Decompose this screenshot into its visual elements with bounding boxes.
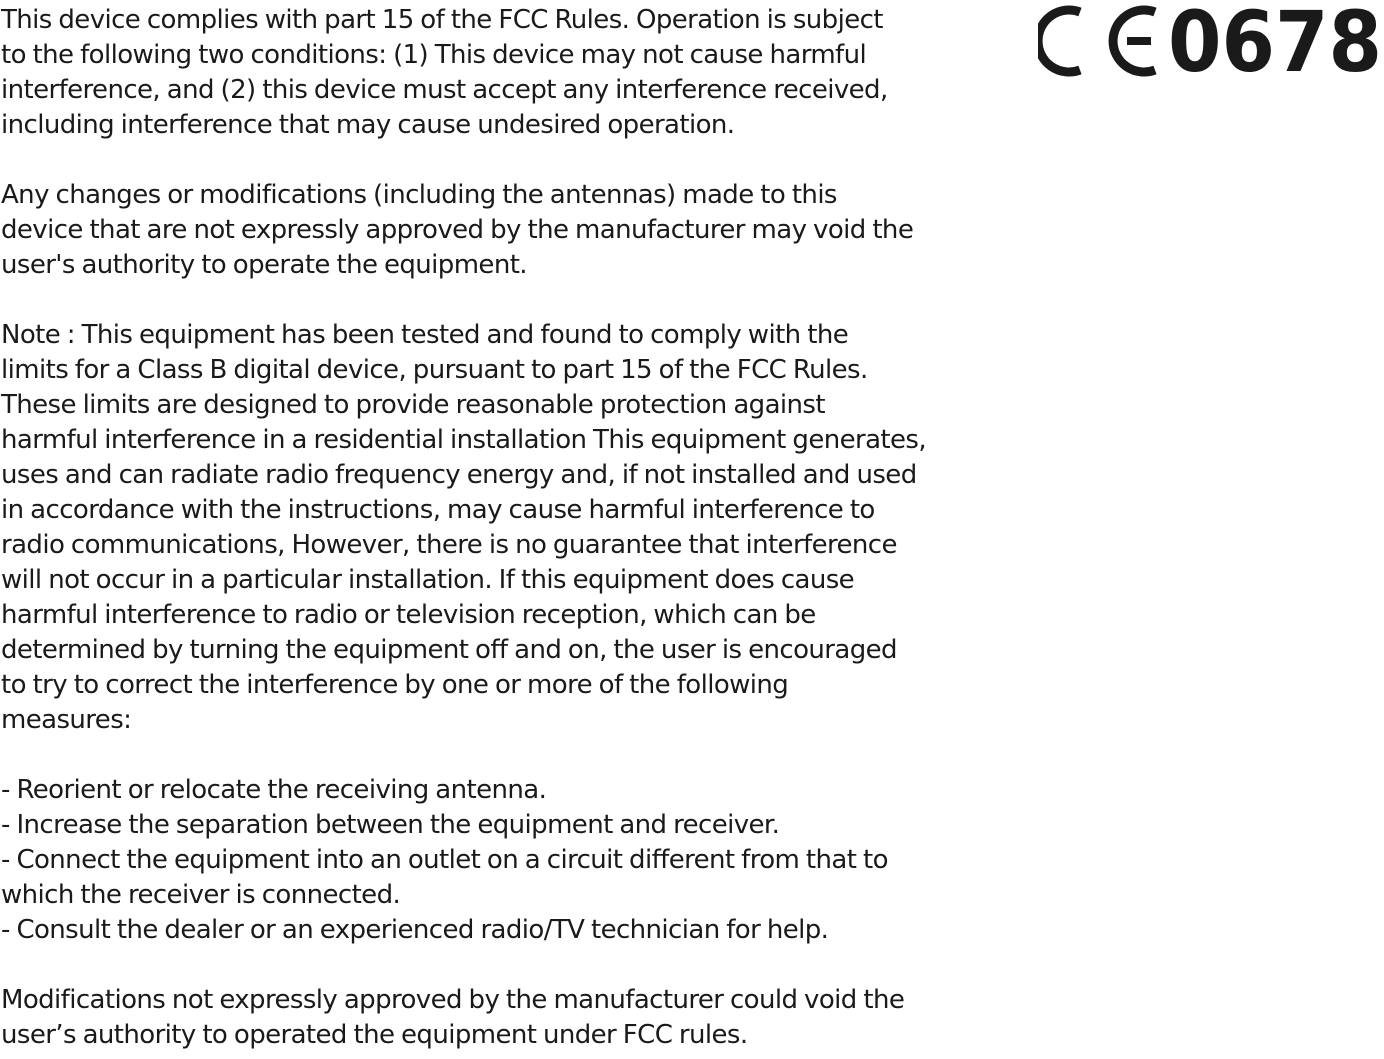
- note-line: radio communications, However, there is no guarantee that interference: [1, 530, 897, 560]
- changes-line: Any changes or modifications (including the antennas) made to this: [1, 180, 837, 210]
- measure-item: - Connect the equipment into an outlet on a circuit different from that to: [1, 845, 888, 875]
- measures-list: [1, 773, 1001, 948]
- compliance-line: including interference that may cause undesired operation.: [1, 110, 735, 140]
- compliance-line: to the following two conditions: (1) This device may not cause harmful: [1, 40, 867, 70]
- note-line: These limits are designed to provide reasonable protection against: [1, 390, 825, 420]
- note-line: limits for a Class B digital device, pursuant to part 15 of the FCC Rules.: [1, 355, 868, 385]
- note-line: uses and can radiate radio frequency energy and, if not installed and used: [1, 460, 917, 490]
- fcc-statement: [1, 3, 1001, 1053]
- changes-line: user's authority to operate the equipment.: [1, 250, 527, 280]
- changes-paragraph: [1, 178, 1001, 283]
- measure-item: - Consult the dealer or an experienced radio/TV technician for help.: [1, 915, 829, 945]
- ce-letter-c-icon: [1038, 10, 1080, 72]
- note-line: measures:: [1, 705, 132, 735]
- note-line: determined by turning the equipment off and on, the user is encouraged: [1, 635, 897, 665]
- note-line: Note : This equipment has been tested and found to comply with the: [1, 320, 849, 350]
- modifications-line: user’s authority to operated the equipment under FCC rules.: [1, 1020, 748, 1050]
- notified-body-number: 0678: [1168, 0, 1382, 80]
- compliance-line: interference, and (2) this device must accept any interference received,: [1, 75, 888, 105]
- measure-item: - Reorient or relocate the receiving antenna.: [1, 775, 547, 805]
- note-line: will not occur in a particular installation. If this equipment does cause: [1, 565, 855, 595]
- compliance-line: This device complies with part 15 of the FCC Rules. Operation is subject: [1, 5, 883, 35]
- note-line: to try to correct the interference by one or more of the following: [1, 670, 789, 700]
- paragraph-spacer: [1, 948, 1001, 983]
- note-line: harmful interference to radio or television reception, which can be: [1, 600, 816, 630]
- modifications-paragraph: [1, 983, 1001, 1053]
- modifications-line: Modifications not expressly approved by the manufacturer could void the: [1, 985, 905, 1015]
- paragraph-spacer: [1, 143, 1001, 178]
- measure-item: which the receiver is connected.: [1, 880, 401, 910]
- ce-logo-icon: [1038, 0, 1384, 80]
- note-line: harmful interference in a residential installation This equipment generates,: [1, 425, 927, 455]
- changes-line: device that are not expressly approved by the manufacturer may void the: [1, 215, 914, 245]
- note-line: in accordance with the instructions, may cause harmful interference to: [1, 495, 875, 525]
- paragraph-spacer: [1, 738, 1001, 773]
- measure-item: - Increase the separation between the equipment and receiver.: [1, 810, 780, 840]
- compliance-paragraph: [1, 3, 1001, 143]
- note-paragraph: [1, 318, 1001, 738]
- paragraph-spacer: [1, 283, 1001, 318]
- ce-certification-mark: [1038, 0, 1384, 80]
